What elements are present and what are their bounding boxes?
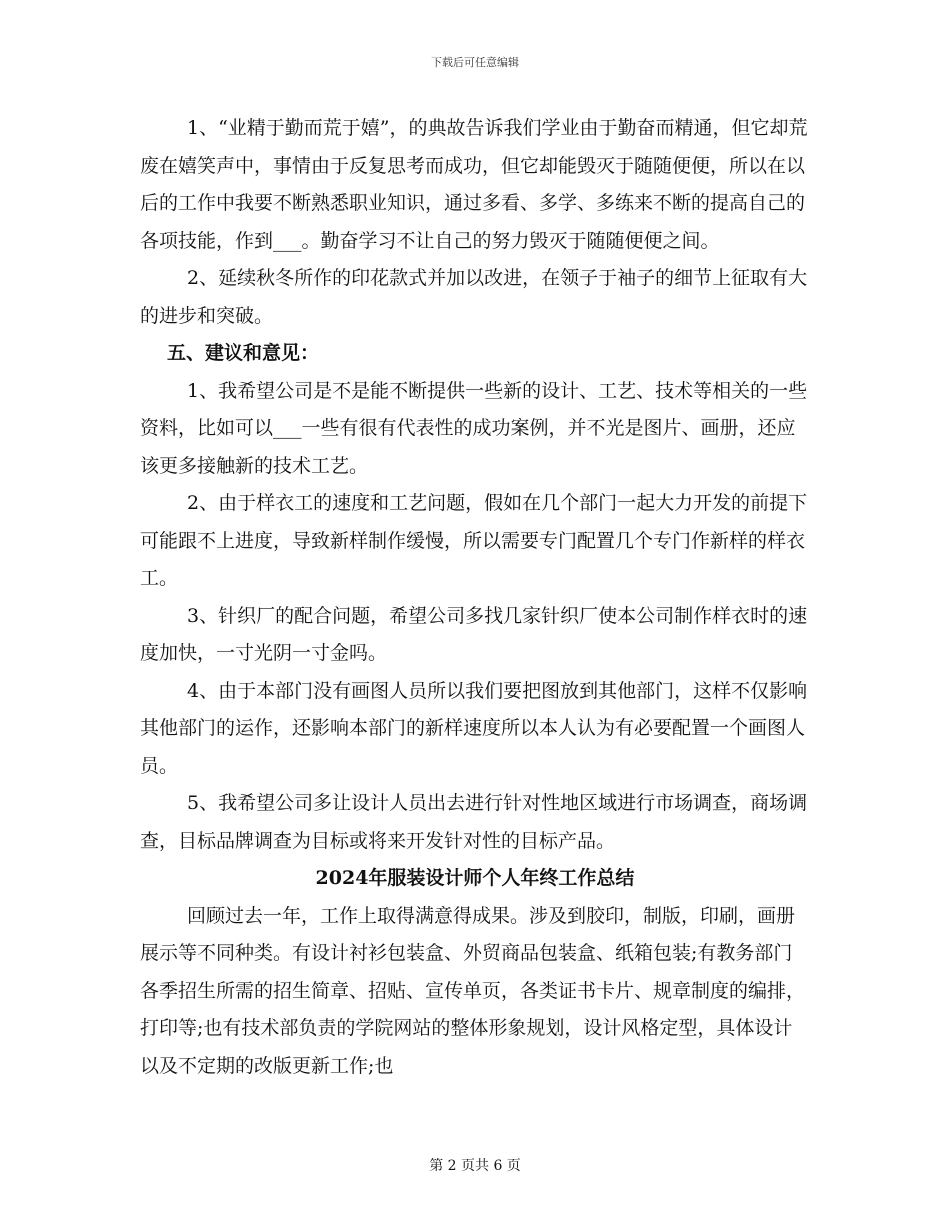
paragraph-5: 3、针织厂的配合问题，希望公司多找几家针织厂使本公司制作样衣时的速度加快，一寸光阴一寸金吗。 bbox=[140, 604, 808, 664]
section-heading: 五、建议和意见： bbox=[167, 342, 320, 364]
paragraph-2: 2、延续秋冬所作的印花款式并加以改进，在领子于袖子的细节上征取有大的进步和突破。 bbox=[140, 267, 808, 327]
page-header: 下载后可任意编辑 bbox=[431, 56, 519, 69]
paragraph-3: 1、我希望公司是不是能不断提供一些新的设计、工艺、技术等相关的一些资料，比如可以___一些有很有代表性的成功案例，并不光是图片、画册，还应该更多接触新的技术工艺。 bbox=[140, 379, 808, 477]
paragraph-8: 回顾过去一年，工作上取得满意得成果。涉及到胶印，制版，印刷，画册展示等不同种类。有设计衬衫包装盒、外贸商品包装盒、纸箱包装;有教务部门各季招生所需的招生简章、招贴、宣传单页，各类证书卡片、规章制度的编排，打印等;也有技术部负责的学院网站的整体形象规划，设计风格定型，具体设计以及不定期的改版更新工作;也 bbox=[140, 904, 806, 1077]
paragraph-1: 1、“业精于勤而荒于嬉”，的典故告诉我们学业由于勤奋而精通，但它却荒废在嬉笑声中，事情由于反复思考而成功，但它却能毁灭于随随便便，所以在以后的工作中我要不断熟悉职业知识，通过多看、多学、多练来不断的提高自己的各项技能，作到___。勤奋学习不让自己的努力毁灭于随随便便之间。 bbox=[140, 117, 808, 252]
document-body bbox=[140, 110, 810, 1085]
page-footer: 第 2 页共 6 页 bbox=[429, 1158, 521, 1174]
paragraph-7: 5、我希望公司多让设计人员出去进行针对性地区域进行市场调查，商场调查，目标品牌调查为目标或将来开发针对性的目标产品。 bbox=[140, 792, 808, 852]
paragraph-4: 2、由于样衣工的速度和工艺问题，假如在几个部门一起大力开发的前提下可能跟不上进度，导致新样制作缓慢，所以需要专门配置几个专门作新样的样衣工。 bbox=[140, 492, 808, 589]
document-title: 2024年服装设计师个人年终工作总结 bbox=[315, 867, 635, 889]
paragraph-6: 4、由于本部门没有画图人员所以我们要把图放到其他部门，这样不仅影响其他部门的运作，还影响本部门的新样速度所以本人认为有必要配置一个画图人员。 bbox=[140, 679, 808, 777]
